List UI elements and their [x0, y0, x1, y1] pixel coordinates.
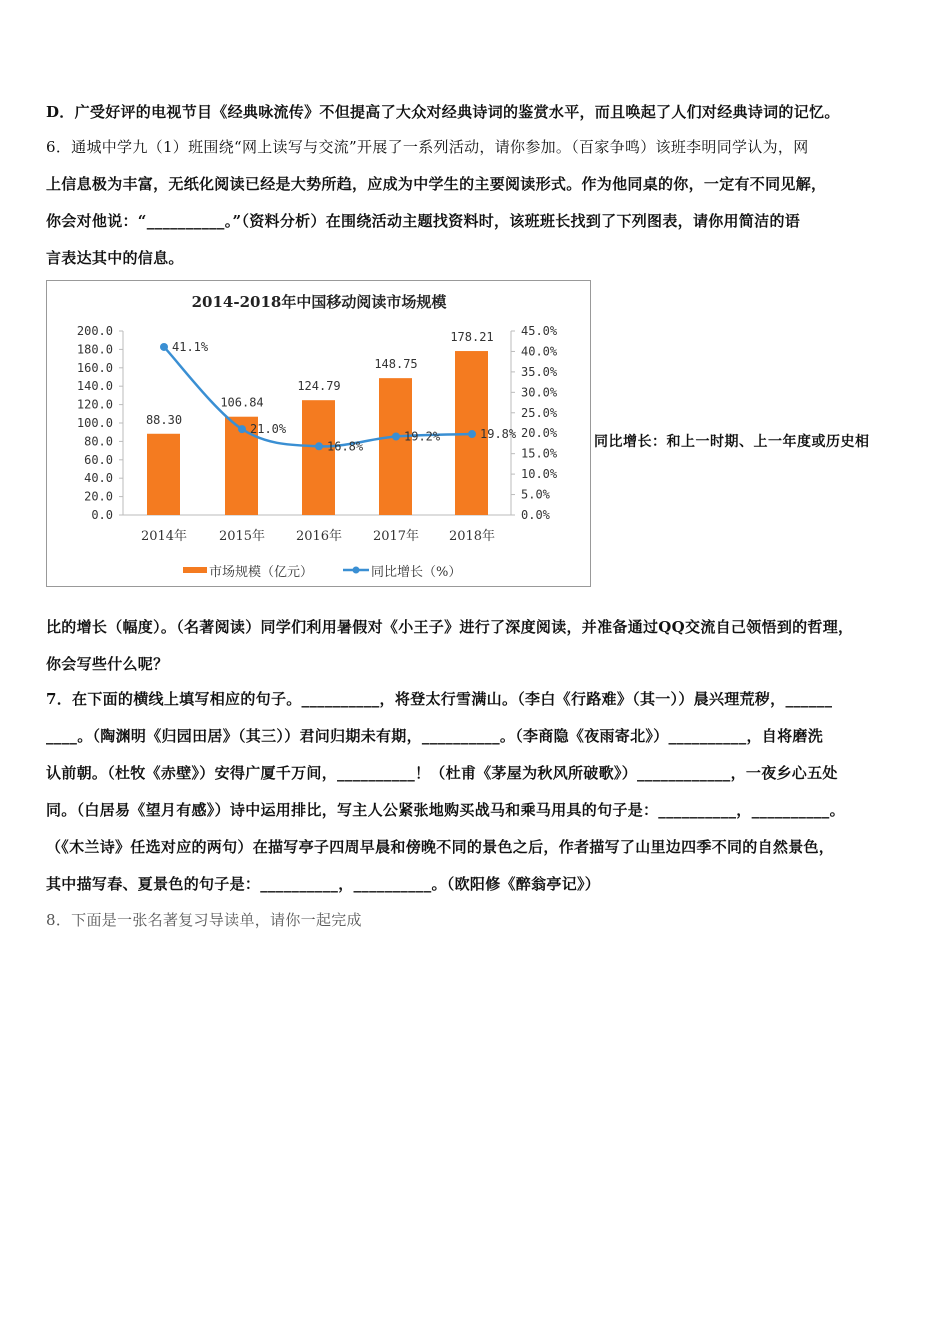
- right-tick-label: 40.0%: [521, 344, 558, 359]
- legend-bar-swatch: [183, 567, 207, 573]
- x-tick-label: 2017年: [372, 529, 420, 544]
- mobile-reading-chart: [46, 280, 591, 587]
- right-tick-label: 35.0%: [521, 364, 558, 379]
- growth-label: 19.2%: [404, 429, 441, 444]
- right-tick-label: 0.0%: [521, 508, 550, 522]
- text-line: ____。（陶渊明《归园田居》（其三））君问归期未有期，__________。（李商隐《夜雨寄北》）__________，自将磨洗: [46, 727, 824, 745]
- text-line: （《木兰诗》任选对应的两句）在描写亭子四周早晨和傍晚不同的景色之后，作者描写了山里边四季不同的自然景色，: [46, 838, 835, 856]
- bar: [147, 434, 180, 515]
- x-tick-label: 2014年: [140, 529, 188, 544]
- left-tick-label: 60.0: [84, 452, 113, 467]
- bar-label: 178.21: [450, 330, 494, 345]
- bar: [379, 378, 412, 515]
- right-tick-label: 30.0%: [521, 385, 558, 400]
- growth-point: [160, 343, 168, 351]
- right-tick-label: 10.0%: [521, 467, 558, 482]
- legend-bar-label: 市场规模（亿元）: [209, 565, 314, 580]
- bar-label: 124.79: [297, 379, 341, 394]
- left-tick-label: 100.0: [76, 416, 113, 430]
- x-tick-label: 2016年: [295, 529, 343, 544]
- growth-point: [392, 432, 400, 440]
- text-line: 同。（白居易《望月有感》）诗中运用排比，写主人公紧张地购买战马和乘马用具的句子是：__________，__________。: [46, 801, 845, 819]
- legend-line-label: 同比增长（%）: [371, 565, 462, 580]
- text-line: 言表达其中的信息。: [46, 249, 184, 267]
- left-tick-label: 140.0: [76, 379, 113, 394]
- text-line: 7．在下面的横线上填写相应的句子。__________，将登太行雪满山。（李白《行路难》（其一））晨兴理荒秽，______: [46, 690, 833, 708]
- left-tick-label: 40.0: [84, 471, 113, 486]
- text-line: 6．通城中学九（1）班围绕“网上读写与交流”开展了一系列活动，请你参加。（百家争鸣）该班李明同学认为，网: [46, 138, 809, 156]
- chart-canvas: [47, 281, 592, 588]
- bar-label: 88.30: [145, 412, 183, 427]
- growth-label: 16.8%: [327, 439, 364, 454]
- right-tick-label: 45.0%: [521, 324, 558, 338]
- growth-point: [315, 442, 323, 450]
- text-line: D．广受好评的电视节目《经典咏流传》不但提高了大众对经典诗词的鉴赏水平，而且唤起了人们对经典诗词的记忆。: [46, 103, 840, 121]
- text-line: 8．下面是一张名著复习导读单，请你一起完成: [46, 911, 362, 929]
- bar-label: 106.84: [220, 395, 264, 410]
- growth-label: 21.0%: [250, 422, 287, 437]
- growth-point: [238, 425, 246, 433]
- text-line: 你会对他说：“__________。”（资料分析）在围绕活动主题找资料时，该班班长找到了下列图表，请你用简洁的语: [46, 212, 801, 230]
- right-tick-label: 15.0%: [521, 446, 558, 461]
- right-tick-label: 5.0%: [521, 487, 550, 502]
- right-tick-label: 25.0%: [521, 405, 558, 420]
- left-tick-label: 160.0: [76, 360, 113, 375]
- growth-label: 19.8%: [480, 427, 517, 442]
- text-line: 比的增长（幅度）。（名著阅读）同学们利用暑假对《小王子》进行了深度阅读，并准备通过QQ交流自己领悟到的哲理，: [46, 618, 854, 636]
- bar: [302, 400, 335, 515]
- left-tick-label: 200.0: [76, 324, 113, 338]
- left-tick-label: 180.0: [76, 342, 113, 357]
- growth-label: 41.1%: [172, 339, 209, 354]
- left-tick-label: 120.0: [76, 397, 113, 412]
- right-tick-label: 20.0%: [521, 426, 558, 441]
- x-tick-label: 2018年: [448, 529, 496, 544]
- left-tick-label: 80.0: [84, 434, 113, 449]
- bar-label: 148.75: [374, 357, 418, 372]
- text-line: 上信息极为丰富，无纸化阅读已经是大势所趋，应成为中学生的主要阅读形式。作为他同桌的你，一定有不同见解，: [46, 175, 827, 193]
- x-tick-label: 2015年: [218, 529, 266, 544]
- chart-title: 2014-2018年中国移动阅读市场规模: [191, 293, 447, 311]
- growth-definition-note: 同比增长：和上一时期、上一年度或历史相: [594, 434, 870, 450]
- text-line: 认前朝。（杜牧《赤壁》）安得广厦千万间，__________！（杜甫《茅屋为秋风所破歌》）____________，一夜乡心五处: [46, 764, 838, 782]
- left-tick-label: 20.0: [84, 489, 113, 504]
- text-line: 其中描写春、夏景色的句子是：__________，__________。（欧阳修《醉翁亭记》）: [46, 875, 601, 893]
- left-tick-label: 0.0: [91, 508, 113, 522]
- growth-point: [468, 430, 476, 438]
- text-line: 你会写些什么呢？: [46, 655, 169, 673]
- legend-line-marker: [353, 567, 360, 574]
